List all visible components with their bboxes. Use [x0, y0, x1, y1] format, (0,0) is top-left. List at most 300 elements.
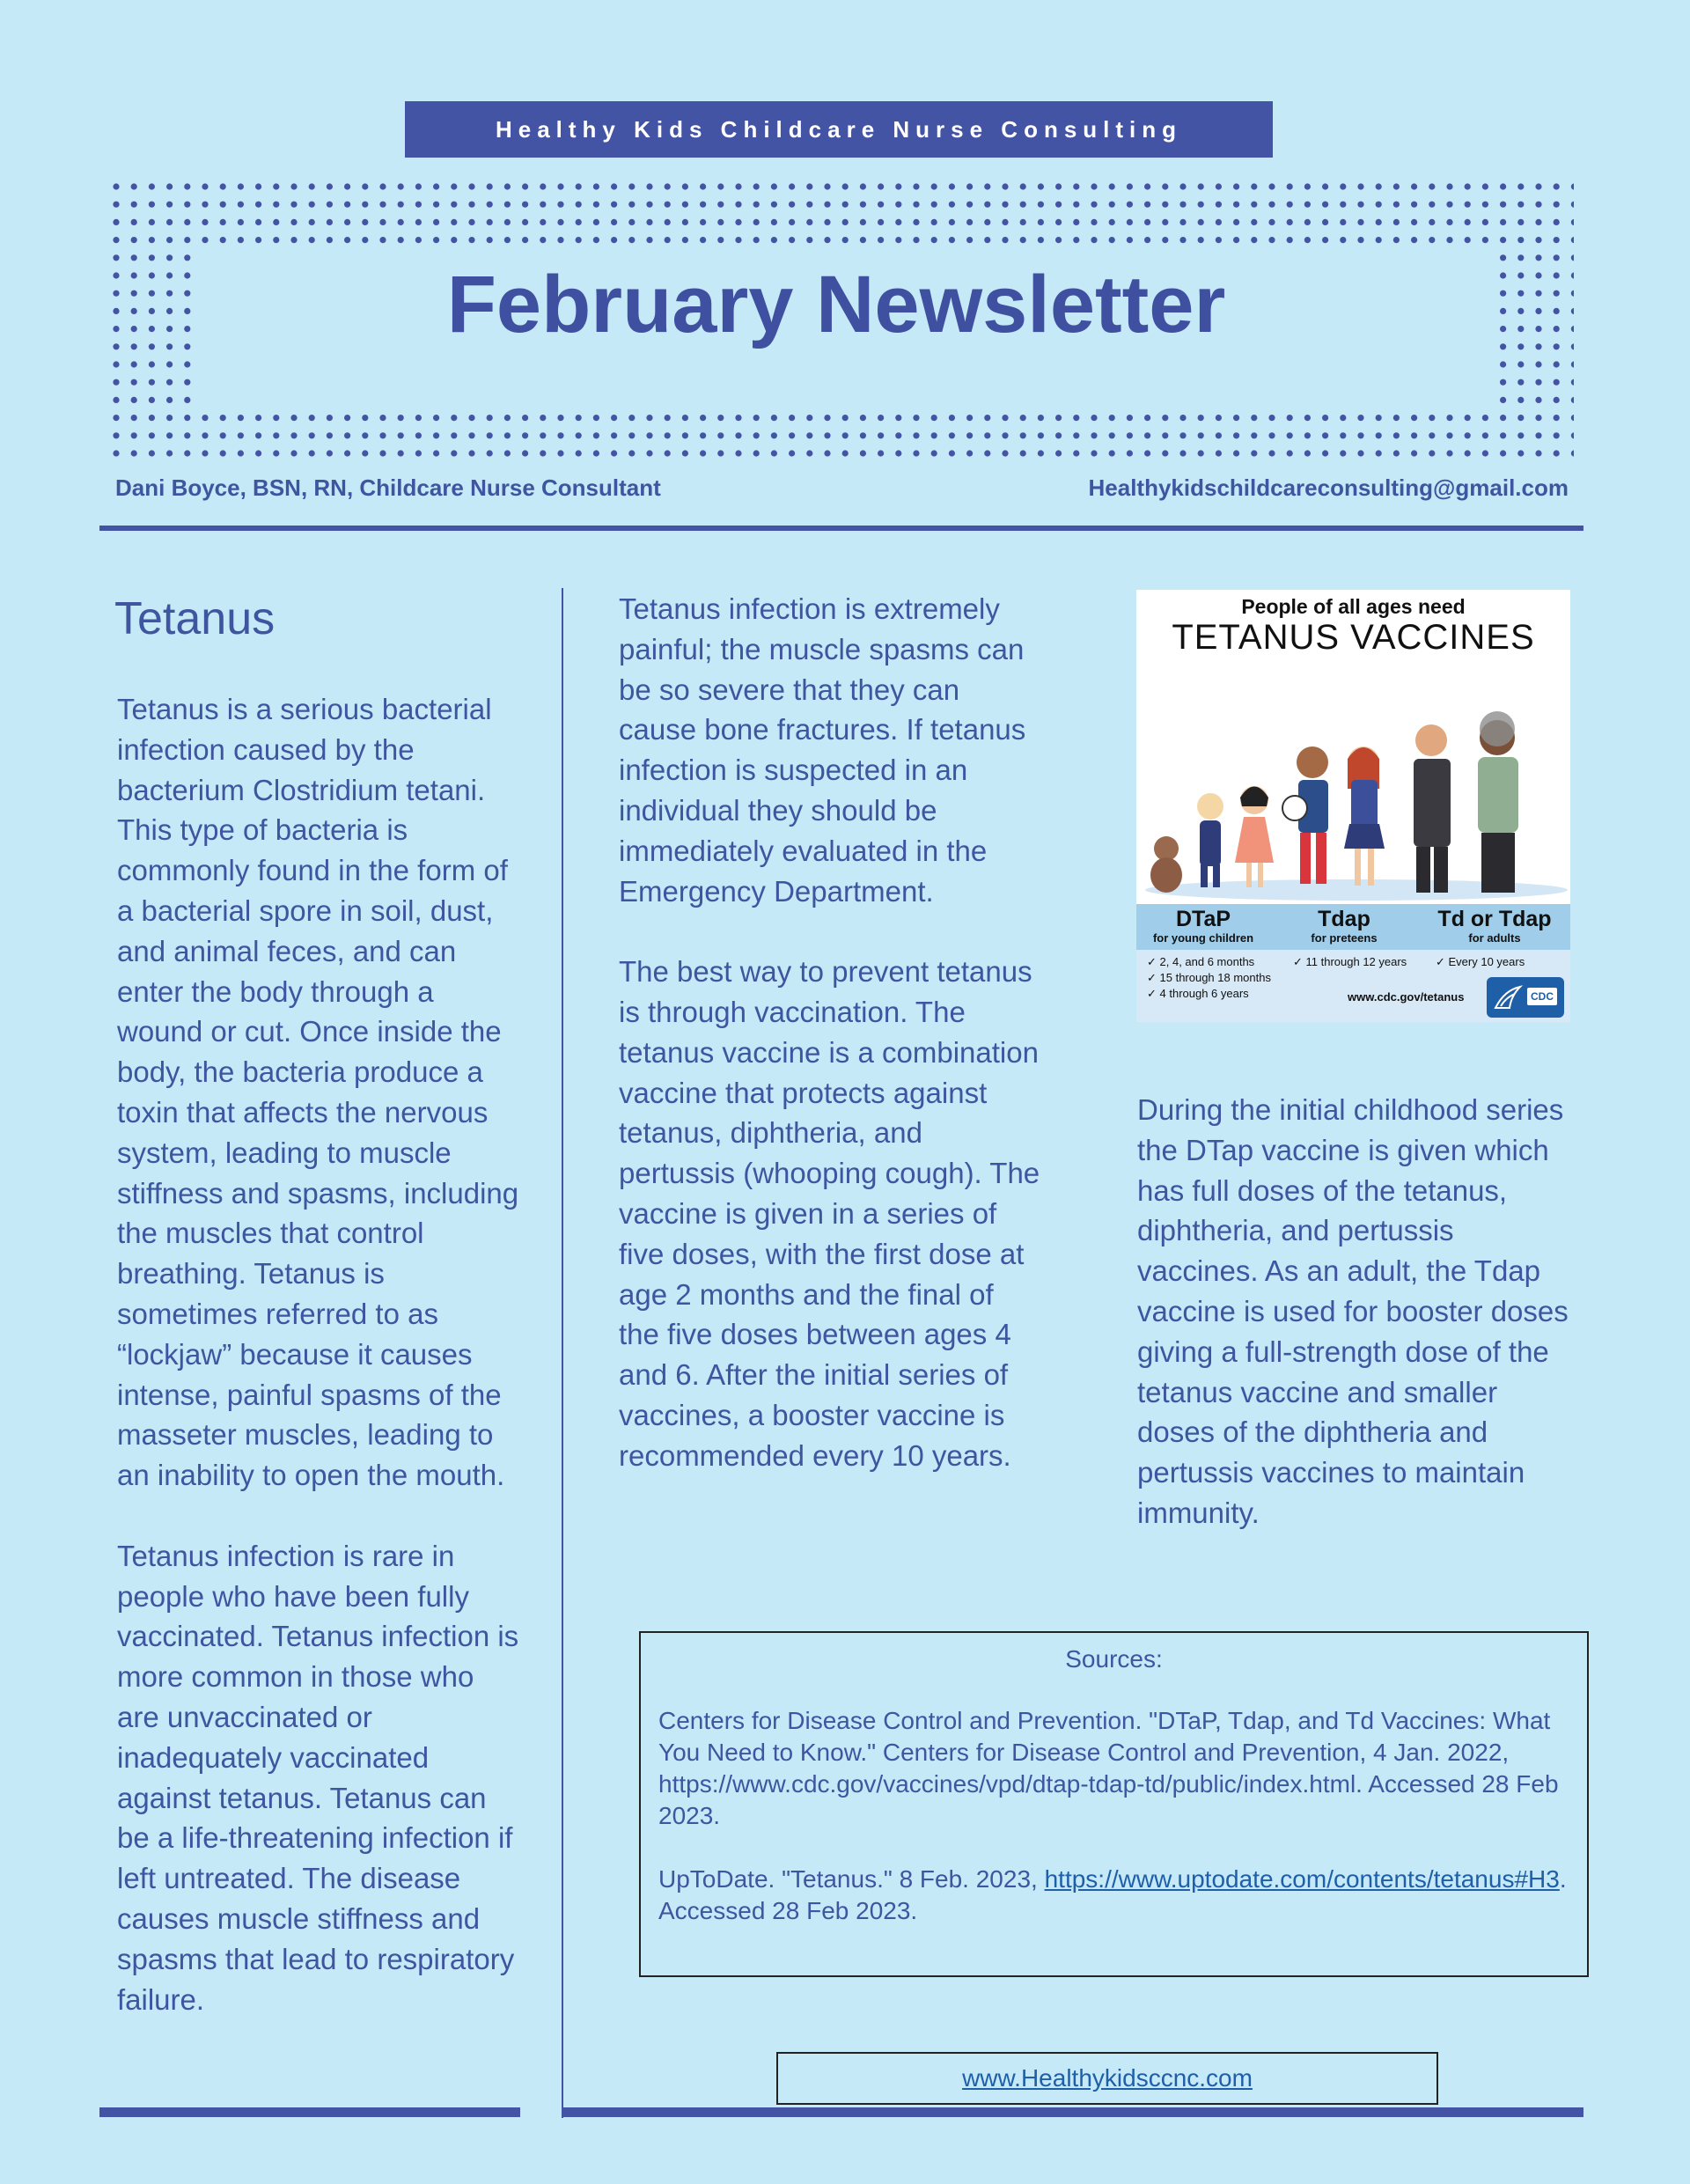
decorative-dot — [1571, 326, 1574, 332]
article-title: Tetanus — [114, 593, 276, 644]
decorative-dot — [1198, 237, 1204, 243]
decorative-dot — [878, 183, 884, 189]
decorative-dot — [1376, 415, 1382, 421]
decorative-dot — [1357, 202, 1363, 208]
decorative-dot — [1500, 361, 1506, 367]
tdap-schedule — [1293, 954, 1407, 970]
decorative-dot — [1340, 183, 1346, 189]
decorative-dot — [1446, 450, 1452, 456]
decorative-dot — [824, 432, 830, 438]
decorative-dot — [1144, 415, 1150, 421]
decorative-dot — [522, 219, 528, 225]
decorative-dot — [895, 450, 901, 456]
decorative-dot — [451, 415, 457, 421]
decorative-dot — [1500, 343, 1506, 349]
decorative-dot — [255, 450, 261, 456]
decorative-dot — [789, 415, 795, 421]
decorative-dot — [113, 237, 119, 243]
decorative-dot — [1162, 432, 1168, 438]
decorative-dot — [1216, 202, 1222, 208]
decorative-dot — [1198, 183, 1204, 189]
decorative-dot — [255, 183, 261, 189]
decorative-dot — [344, 450, 350, 456]
decorative-dot — [504, 202, 511, 208]
decorative-dot — [487, 432, 493, 438]
decorative-dot — [149, 343, 155, 349]
decorative-dot — [557, 450, 563, 456]
decorative-dot — [166, 202, 173, 208]
decorative-dot — [1535, 237, 1541, 243]
decorative-dot — [1393, 183, 1400, 189]
decorative-dot — [273, 183, 279, 189]
decorative-dot — [398, 219, 404, 225]
decorative-dot — [220, 237, 226, 243]
decorative-dot — [540, 415, 546, 421]
decorative-dot — [1073, 450, 1079, 456]
decorative-dot — [1429, 415, 1435, 421]
decorative-dot — [184, 290, 190, 297]
decorative-dot — [913, 237, 919, 243]
decorative-dot — [131, 343, 137, 349]
decorative-dot — [753, 432, 760, 438]
decorative-dot — [700, 237, 706, 243]
decorative-dot — [1216, 237, 1222, 243]
decorative-dot — [415, 415, 422, 421]
decorative-dot — [1091, 450, 1097, 456]
decorative-dot — [522, 415, 528, 421]
decorative-dot — [113, 450, 119, 456]
decorative-dot — [1144, 432, 1150, 438]
decorative-dot — [468, 432, 474, 438]
decorative-dot — [379, 415, 386, 421]
decorative-dot — [540, 450, 546, 456]
decorative-dot — [1233, 450, 1239, 456]
decorative-dot — [166, 183, 173, 189]
decorative-dot — [1393, 415, 1400, 421]
decorative-dot — [131, 254, 137, 261]
decorative-dot — [309, 415, 315, 421]
decorative-dot — [362, 415, 368, 421]
decorative-dot — [1411, 450, 1417, 456]
decorative-dot — [1571, 202, 1574, 208]
decorative-dot — [1287, 202, 1293, 208]
source-link[interactable]: https://www.uptodate.com/contents/tetanus#H3 — [1044, 1865, 1560, 1893]
decorative-dot — [1446, 432, 1452, 438]
decorative-dot — [806, 450, 812, 456]
decorative-dot — [1251, 219, 1257, 225]
decorative-dot — [540, 202, 546, 208]
schedule-item: ✓ 11 through 12 years — [1293, 955, 1407, 968]
decorative-dot — [1517, 202, 1524, 208]
decorative-dot — [931, 202, 937, 208]
decorative-dot — [166, 272, 173, 278]
decorative-dot — [1500, 202, 1506, 208]
decorative-dot — [1554, 415, 1560, 421]
decorative-dot — [806, 415, 812, 421]
decorative-dot — [646, 219, 652, 225]
decorative-dot — [166, 308, 173, 314]
decorative-dot — [682, 202, 688, 208]
decorative-dot — [1535, 326, 1541, 332]
decorative-dot — [557, 237, 563, 243]
decorative-dot — [166, 237, 173, 243]
decorative-dot — [1198, 450, 1204, 456]
decorative-dot — [1535, 290, 1541, 297]
citation-text: . Accessed 28 Feb 2023. — [658, 1865, 1567, 1924]
decorative-dot — [166, 432, 173, 438]
decorative-dot — [1500, 219, 1506, 225]
decorative-dot — [131, 450, 137, 456]
decorative-dot — [700, 202, 706, 208]
decorative-dot — [1429, 237, 1435, 243]
decorative-dot — [842, 183, 849, 189]
decorative-dot — [398, 237, 404, 243]
vaccine-audience: for young children — [1152, 931, 1254, 945]
decorative-dot — [290, 183, 297, 189]
decorative-dot — [1162, 450, 1168, 456]
decorative-dot — [682, 237, 688, 243]
decorative-dot — [628, 450, 635, 456]
decorative-dot — [379, 450, 386, 456]
decorative-dot — [184, 415, 190, 421]
decorative-dot — [415, 183, 422, 189]
decorative-dot — [1554, 237, 1560, 243]
decorative-dot — [1535, 308, 1541, 314]
decorative-dot — [557, 432, 563, 438]
decorative-dot — [433, 183, 439, 189]
decorative-dot — [646, 183, 652, 189]
decorative-dot — [273, 237, 279, 243]
decorative-dot — [1429, 450, 1435, 456]
decorative-dot — [1517, 379, 1524, 386]
decorative-dot — [238, 415, 244, 421]
decorative-dot — [166, 361, 173, 367]
decorative-dot — [1287, 450, 1293, 456]
cdc-logo-text: CDC — [1527, 988, 1557, 1005]
td-schedule — [1436, 954, 1525, 970]
decorative-dot — [966, 183, 973, 189]
decorative-dot — [860, 450, 866, 456]
decorative-dot — [184, 202, 190, 208]
decorative-dot — [273, 202, 279, 208]
decorative-dot — [1073, 183, 1079, 189]
decorative-dot — [113, 202, 119, 208]
decorative-dot — [131, 202, 137, 208]
decorative-dot — [1517, 432, 1524, 438]
decorative-dot — [593, 202, 599, 208]
decorative-dot — [1465, 183, 1471, 189]
decorative-dot — [1038, 415, 1044, 421]
decorative-dot — [1322, 183, 1328, 189]
decorative-dot — [1535, 202, 1541, 208]
decorative-dot — [1571, 237, 1574, 243]
decorative-dot — [1055, 415, 1062, 421]
decorative-dot — [131, 361, 137, 367]
decorative-dot — [717, 415, 724, 421]
decorative-dot — [184, 219, 190, 225]
decorative-dot — [1465, 415, 1471, 421]
decorative-dot — [1465, 237, 1471, 243]
decorative-dot — [131, 183, 137, 189]
decorative-dot — [717, 432, 724, 438]
decorative-dot — [1535, 397, 1541, 403]
decorative-dot — [309, 183, 315, 189]
decorative-dot — [468, 415, 474, 421]
decorative-dot — [1020, 202, 1026, 208]
decorative-dot — [487, 237, 493, 243]
schedule-item: ✓ 15 through 18 months — [1147, 971, 1271, 984]
decorative-dot — [1571, 450, 1574, 456]
decorative-dot — [238, 432, 244, 438]
decorative-dot — [1517, 254, 1524, 261]
decorative-dot — [1287, 415, 1293, 421]
decorative-dot — [1517, 290, 1524, 297]
decorative-dot — [362, 202, 368, 208]
decorative-dot — [593, 183, 599, 189]
decorative-dot — [184, 254, 190, 261]
decorative-dot — [113, 219, 119, 225]
decorative-dot — [860, 202, 866, 208]
decorative-dot — [1376, 202, 1382, 208]
decorative-dot — [166, 379, 173, 386]
decorative-dot — [949, 219, 955, 225]
decorative-dot — [1179, 183, 1186, 189]
decorative-dot — [184, 272, 190, 278]
decorative-dot — [966, 432, 973, 438]
decorative-dot — [220, 202, 226, 208]
decorative-dot — [1446, 183, 1452, 189]
decorative-dot — [735, 202, 741, 208]
decorative-dot — [806, 202, 812, 208]
decorative-dot — [220, 432, 226, 438]
decorative-dot — [149, 237, 155, 243]
decorative-dot — [398, 183, 404, 189]
decorative-dot — [1304, 450, 1311, 456]
header-divider — [99, 526, 1583, 531]
organization-banner — [405, 101, 1273, 158]
decorative-dot — [628, 415, 635, 421]
decorative-dot — [1002, 450, 1008, 456]
decorative-dot — [966, 237, 973, 243]
decorative-dot — [113, 290, 119, 297]
decorative-dot — [220, 183, 226, 189]
decorative-dot — [327, 450, 333, 456]
decorative-dot — [1109, 237, 1115, 243]
decorative-dot — [1179, 202, 1186, 208]
decorative-dot — [665, 415, 671, 421]
schedule-item: ✓ 2, 4, and 6 months — [1147, 955, 1255, 968]
decorative-dot — [1571, 432, 1574, 438]
decorative-dot — [1162, 183, 1168, 189]
decorative-dot — [753, 237, 760, 243]
decorative-dot — [309, 432, 315, 438]
decorative-dot — [1038, 237, 1044, 243]
decorative-dot — [113, 361, 119, 367]
decorative-dot — [1517, 415, 1524, 421]
decorative-dot — [1179, 219, 1186, 225]
decorative-dot — [1216, 450, 1222, 456]
decorative-dot — [789, 432, 795, 438]
decorative-dot — [1554, 308, 1560, 314]
paragraph: During the initial childhood series the DTap vaccine is given which has full doses of the tetanus, diphtheria, and pertussis vaccines. As an adult, the Tdap vaccine is used for booster doses giving a full-strength dose of the tetanus vaccine and smaller doses of the diphtheria and pertussis vaccines to maintain immunity. — [1137, 1093, 1569, 1529]
decorative-dot — [1465, 202, 1471, 208]
decorative-dot — [131, 272, 137, 278]
decorative-dot — [1500, 432, 1506, 438]
decorative-dot — [665, 219, 671, 225]
decorative-dot — [1038, 202, 1044, 208]
decorative-dot — [1535, 415, 1541, 421]
vaccine-group-td-or-tdap — [1429, 907, 1561, 945]
decorative-dot — [593, 415, 599, 421]
decorative-dot — [238, 450, 244, 456]
decorative-dot — [131, 432, 137, 438]
decorative-dot — [1357, 450, 1363, 456]
decorative-dot — [1357, 183, 1363, 189]
decorative-dot — [949, 237, 955, 243]
decorative-dot — [1179, 237, 1186, 243]
decorative-dot — [468, 450, 474, 456]
decorative-dot — [1162, 237, 1168, 243]
decorative-dot — [1554, 450, 1560, 456]
decorative-dot — [1144, 202, 1150, 208]
decorative-dot — [1571, 361, 1574, 367]
decorative-dot — [628, 237, 635, 243]
decorative-dot — [789, 202, 795, 208]
decorative-dot — [113, 379, 119, 386]
decorative-dot — [327, 415, 333, 421]
decorative-dot — [1535, 183, 1541, 189]
citation-text: UpToDate. "Tetanus." 8 Feb. 2023, — [658, 1865, 1045, 1893]
decorative-dot — [451, 219, 457, 225]
decorative-dot — [1446, 415, 1452, 421]
decorative-dot — [149, 361, 155, 367]
decorative-dot — [1144, 219, 1150, 225]
decorative-dot — [1091, 432, 1097, 438]
decorative-dot — [433, 219, 439, 225]
decorative-dot — [611, 432, 617, 438]
decorative-dot — [1268, 415, 1275, 421]
decorative-dot — [1535, 450, 1541, 456]
paragraph: Tetanus is a serious bacterial infection caused by the bacterium Clostridium tetani. This type of bacteria is commonly found in the form of a bacterial spore in soil, dust, and animal feces, and can enter the body through a wound or cut. Once inside the body, the bacteria produce a toxin that affects the nervous system, leading to muscle stiffness and spasms, including the muscles that control breathing. Tetanus is sometimes referred to as “lockjaw” because it causes intense, painful spasms of the masseter muscles, leading to an inability to open the mouth. — [117, 693, 519, 1492]
decorative-dot — [771, 432, 777, 438]
decorative-dot — [1251, 415, 1257, 421]
decorative-dot — [362, 219, 368, 225]
decorative-dot — [717, 450, 724, 456]
decorative-dot — [379, 219, 386, 225]
decorative-dot — [1517, 237, 1524, 243]
decorative-dot — [611, 450, 617, 456]
decorative-dot — [913, 202, 919, 208]
decorative-dot — [184, 450, 190, 456]
decorative-dot — [860, 183, 866, 189]
decorative-dot — [1393, 202, 1400, 208]
decorative-dot — [220, 415, 226, 421]
decorative-dot — [131, 308, 137, 314]
decorative-dot — [1322, 202, 1328, 208]
decorative-dot — [290, 450, 297, 456]
decorative-dot — [1091, 202, 1097, 208]
decorative-dot — [1571, 415, 1574, 421]
website-link[interactable]: www.Healthykidsccnc.com — [962, 2064, 1253, 2092]
decorative-dot — [1446, 202, 1452, 208]
decorative-dot — [1340, 432, 1346, 438]
decorative-dot — [290, 432, 297, 438]
decorative-dot — [149, 397, 155, 403]
decorative-dot — [504, 450, 511, 456]
decorative-dot — [238, 202, 244, 208]
decorative-dot — [451, 202, 457, 208]
decorative-dot — [557, 202, 563, 208]
paragraph: Tetanus infection is rare in people who have been fully vaccinated. Tetanus infection is more common in those who are unvaccinated or inadequately vaccinated against tetanus. Tetanus can be a life-threatening infection if left untreated. The disease causes muscle stiffness and spasms that lead to respiratory failure. — [117, 1539, 519, 2016]
decorative-dot — [557, 219, 563, 225]
contact-email[interactable]: Healthykidschildcareconsulting@gmail.com — [1088, 474, 1569, 501]
decorative-dot — [878, 202, 884, 208]
decorative-dot — [1340, 237, 1346, 243]
decorative-dot — [238, 183, 244, 189]
decorative-dot — [1357, 237, 1363, 243]
decorative-dot — [806, 219, 812, 225]
decorative-dot — [735, 237, 741, 243]
decorative-dot — [1233, 183, 1239, 189]
decorative-dot — [1554, 272, 1560, 278]
decorative-dot — [842, 415, 849, 421]
decorative-dot — [131, 290, 137, 297]
decorative-dot — [540, 432, 546, 438]
decorative-dot — [753, 183, 760, 189]
decorative-dot — [1127, 415, 1133, 421]
decorative-dot — [451, 432, 457, 438]
decorative-dot — [1055, 219, 1062, 225]
decorative-dot — [290, 219, 297, 225]
decorative-dot — [1002, 202, 1008, 208]
decorative-dot — [1340, 219, 1346, 225]
decorative-dot — [717, 202, 724, 208]
decorative-dot — [1429, 202, 1435, 208]
decorative-dot — [1535, 343, 1541, 349]
decorative-dot — [1073, 219, 1079, 225]
decorative-dot — [682, 219, 688, 225]
decorative-dot — [771, 183, 777, 189]
decorative-dot — [966, 450, 973, 456]
decorative-dot — [504, 415, 511, 421]
decorative-dot — [487, 219, 493, 225]
decorative-dot — [789, 183, 795, 189]
decorative-dot — [202, 415, 208, 421]
decorative-dot — [593, 237, 599, 243]
cdc-url: www.cdc.gov/tetanus — [1348, 990, 1465, 1004]
decorative-dot — [1268, 202, 1275, 208]
decorative-dot — [415, 202, 422, 208]
decorative-dot — [415, 219, 422, 225]
decorative-dot — [913, 415, 919, 421]
decorative-dot — [806, 432, 812, 438]
decorative-dot — [184, 361, 190, 367]
decorative-dot — [1500, 272, 1506, 278]
decorative-dot — [1287, 432, 1293, 438]
decorative-dot — [451, 450, 457, 456]
decorative-dot — [913, 219, 919, 225]
decorative-dot — [700, 415, 706, 421]
decorative-dot — [1500, 326, 1506, 332]
decorative-dot — [824, 183, 830, 189]
decorative-dot — [1268, 432, 1275, 438]
tetanus-vaccine-infographic — [1136, 590, 1570, 1022]
decorative-dot — [611, 219, 617, 225]
decorative-dot — [1517, 343, 1524, 349]
decorative-dot — [1304, 219, 1311, 225]
decorative-dot — [842, 219, 849, 225]
decorative-dot — [878, 415, 884, 421]
